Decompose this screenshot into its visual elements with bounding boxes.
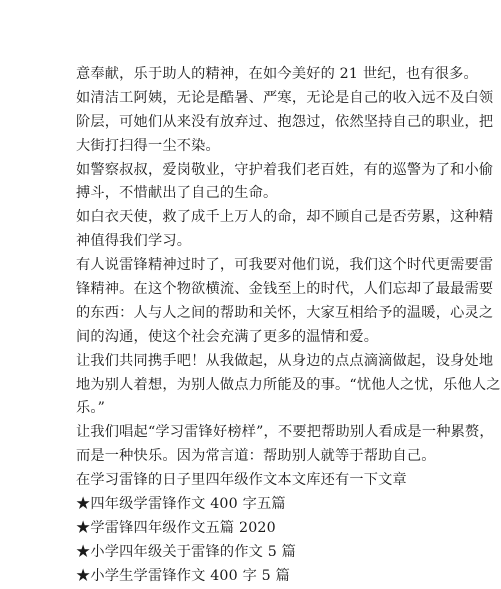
document-body	[76, 63, 501, 589]
text-line: 锋精神。在这个物欲横流、金钱至上的时代，人们忘却了最最需要	[76, 281, 494, 298]
list-item-link[interactable]: ★小学四年级关于雷锋的作文 5 篇	[76, 543, 297, 560]
text-line: 间的沟通，使这个社会充满了更多的温情和爱。	[76, 328, 379, 345]
text-line: 意奉献，乐于助人的精神，在如今美好的 21 世纪，也有很多。	[76, 66, 478, 82]
text-line: 让我们唱起“学习雷锋好榜样”，不要把帮助别人看成是一种累赘，	[76, 424, 494, 441]
list-item-link[interactable]: ★四年级学雷锋作文 400 字五篇	[76, 496, 286, 513]
text-line: 搏斗，不惜献出了自己的生命。	[76, 185, 278, 202]
text-line: 的东西：人与人之间的帮助和关怀，大家互相给予的温暖，心灵之	[76, 304, 494, 321]
text-line: 而是一种快乐。因为常言道：帮助别人就等于帮助自己。	[76, 448, 436, 465]
list-item-link[interactable]: ★小学生学雷锋作文 400 字 5 篇	[76, 567, 291, 584]
text-line: 如清洁工阿姨，无论是酷暑、严寒，无论是自己的收入远不及白领	[76, 89, 494, 106]
text-line: 在学习雷锋的日子里四年级作文本文库还有一下文章	[76, 472, 407, 489]
text-line: 如警察叔叔，爱岗敬业，守护着我们老百姓，有的巡警为了和小偷	[76, 161, 494, 178]
text-line: 乐。”	[76, 400, 106, 417]
text-line: 有人说雷锋精神过时了，可我要对他们说，我们这个时代更需要雷	[76, 257, 494, 274]
text-line: 神值得我们学习。	[76, 233, 192, 250]
text-line: 如白衣天使，救了成千上万人的命，却不顾自己是否劳累，这种精	[76, 209, 494, 226]
text-line: 地为别人着想，为别人做点力所能及的事。“忧他人之忧，乐他人之	[76, 376, 501, 393]
text-line: 让我们共同携手吧！从我做起，从身边的点点滴滴做起，设身处地	[76, 352, 494, 369]
text-line: 阶层，可她们从来没有放弃过、抱怨过，依然坚持自己的职业，把	[76, 113, 494, 130]
list-item-link[interactable]: ★学雷锋四年级作文五篇 2020	[76, 519, 276, 536]
text-line: 大街打扫得一尘不染。	[76, 137, 220, 154]
